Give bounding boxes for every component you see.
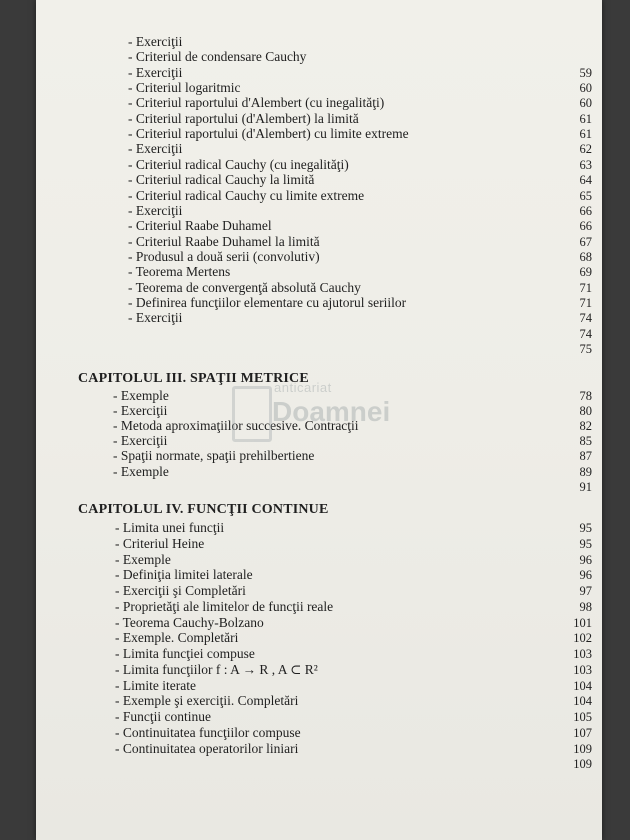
toc-entry-page-number: 95 bbox=[579, 521, 592, 535]
toc-entry-page-number: 97 bbox=[579, 584, 592, 598]
toc-entry bbox=[36, 249, 602, 265]
toc-entry bbox=[36, 157, 602, 173]
toc-entry-title: - Teorema Mertens bbox=[128, 264, 231, 280]
toc-entry-page-number: 66 bbox=[579, 203, 592, 218]
toc-entry bbox=[36, 403, 602, 419]
toc-entry-page-number: 82 bbox=[579, 419, 592, 434]
toc-entry bbox=[36, 448, 602, 464]
toc-entry-title: - Exerciţii bbox=[128, 310, 183, 326]
toc-entry-title: - Teorema de convergenţă absolută Cauchy bbox=[128, 279, 361, 295]
toc-entry bbox=[36, 188, 602, 204]
toc-entry-title: - Exemple. Completări bbox=[115, 630, 239, 646]
toc-entry bbox=[36, 126, 602, 142]
toc-entry bbox=[36, 264, 602, 280]
toc-entry-title: - Limita unei funcţii bbox=[115, 520, 225, 535]
toc-entry-title: - Criteriul radical Cauchy cu limite extreme bbox=[128, 187, 365, 203]
toc-entry bbox=[36, 34, 602, 50]
toc-entry-title: - Continuitatea funcţiilor compuse bbox=[115, 724, 301, 740]
toc-entry-title: - Definiţia limitei laterale bbox=[115, 567, 253, 583]
toc-entry-title: - Exemple şi exerciţii. Completări bbox=[115, 693, 299, 709]
toc-entry bbox=[36, 326, 602, 342]
toc-entry bbox=[36, 310, 602, 326]
toc-entry-title: - Metoda aproximaţiilor succesive. Contracţii bbox=[113, 418, 359, 434]
toc-entry bbox=[36, 203, 602, 219]
toc-entry-page-number: 109 bbox=[573, 741, 592, 756]
toc-entry-title: - Criteriul radical Cauchy la limită bbox=[128, 172, 315, 188]
toc-entry-title: - Exerciţii bbox=[128, 141, 183, 157]
toc-entry-page-number: 98 bbox=[579, 599, 592, 614]
chapter-heading-text: CAPITOLUL III. SPAŢII METRICE bbox=[78, 371, 309, 386]
toc-entry-title: - Exerciţii bbox=[113, 433, 168, 449]
toc-entry-title: - Criteriul raportului (d'Alembert) la limită bbox=[128, 110, 359, 126]
toc-entry-page-number: 101 bbox=[573, 615, 592, 630]
toc-entry-title: - Exerciţii şi Completări bbox=[115, 583, 246, 598]
toc-entry bbox=[36, 615, 602, 631]
toc-entry bbox=[36, 295, 602, 311]
toc-entry bbox=[36, 49, 602, 65]
toc-entry-title: - Limita funcţiilor f : A → R , A ⊂ R² bbox=[115, 661, 318, 677]
toc-entry-page-number: 102 bbox=[573, 631, 592, 646]
toc-entry-page-number: 89 bbox=[579, 464, 592, 479]
toc-entry-title: - Criteriul logaritmic bbox=[128, 80, 241, 96]
toc-entry-title: - Proprietăţi ale limitelor de funcţii reale bbox=[115, 598, 334, 614]
toc-entry-title: - Exerciţii bbox=[128, 202, 183, 218]
toc-entry bbox=[36, 341, 602, 357]
toc-entry bbox=[36, 418, 602, 434]
toc-entry bbox=[36, 693, 602, 709]
toc-entry-page-number: 103 bbox=[573, 647, 592, 661]
toc-entry-title: - Criteriul raportului d'Alembert (cu inegalităţi) bbox=[128, 95, 385, 111]
toc-entry-page-number: 109 bbox=[573, 757, 592, 772]
toc-entry bbox=[36, 552, 602, 568]
toc-entry bbox=[36, 567, 602, 583]
toc-entry-page-number: 80 bbox=[579, 404, 592, 419]
toc-entry bbox=[36, 599, 602, 615]
toc-entry-title: - Produsul a două serii (convolutiv) bbox=[128, 248, 320, 264]
toc-entry bbox=[36, 388, 602, 404]
toc-entry-page-number: 71 bbox=[579, 295, 592, 310]
toc-entry bbox=[36, 280, 602, 296]
chapter-heading-text: CAPITOLUL IV. FUNCŢII CONTINUE bbox=[78, 502, 329, 517]
toc-entry-page-number: 104 bbox=[573, 694, 592, 709]
toc-entry-title: - Exemple bbox=[113, 388, 169, 403]
toc-entry-title: - Criteriul radical Cauchy (cu inegalităţi) bbox=[128, 156, 349, 172]
toc-entry-title: - Criteriul Raabe Duhamel la limită bbox=[128, 233, 320, 249]
toc-entry-page-number: 105 bbox=[573, 710, 592, 724]
toc-entry-title: - Criteriul raportului (d'Alembert) cu limite extreme bbox=[128, 126, 409, 142]
toc-entry-page-number: 63 bbox=[579, 157, 592, 172]
toc-entry-page-number: 96 bbox=[579, 568, 592, 583]
toc-entry-page-number: 66 bbox=[579, 219, 592, 234]
toc-entry bbox=[36, 433, 602, 449]
toc-entry-page-number: 96 bbox=[579, 552, 592, 567]
toc-entry bbox=[36, 583, 602, 599]
chapter-heading bbox=[36, 502, 602, 518]
toc-entry bbox=[36, 80, 602, 96]
toc-entry-page-number: 62 bbox=[579, 142, 592, 157]
toc-entry-page-number: 60 bbox=[579, 96, 592, 111]
toc-entry bbox=[36, 709, 602, 725]
toc-entry-page-number: 60 bbox=[579, 81, 592, 96]
toc-entry bbox=[36, 741, 602, 757]
watermark-small-text: anticariat bbox=[274, 380, 332, 395]
book-page bbox=[36, 0, 602, 840]
toc-entry-page-number: 67 bbox=[579, 234, 592, 249]
toc-entry-page-number: 87 bbox=[579, 449, 592, 464]
toc-entry bbox=[36, 234, 602, 250]
toc-entry-page-number: 61 bbox=[579, 127, 592, 142]
toc-entry-page-number: 85 bbox=[579, 434, 592, 449]
toc-entry bbox=[36, 479, 602, 495]
toc-entry bbox=[36, 172, 602, 188]
toc-entry bbox=[36, 141, 602, 157]
toc-entry-title: - Definirea funcţiilor elementare cu ajutorul seriilor bbox=[128, 294, 407, 310]
toc-entry-page-number: 78 bbox=[579, 389, 592, 403]
toc-entry bbox=[36, 725, 602, 741]
toc-entry bbox=[36, 95, 602, 111]
toc-entry-title: - Limita funcţiei compuse bbox=[115, 646, 255, 661]
toc-entry-title: - Exemple bbox=[115, 551, 171, 567]
toc-entry-title: - Criteriul Raabe Duhamel bbox=[128, 218, 272, 234]
toc-entry-title: - Exerciţii bbox=[128, 34, 183, 49]
toc-entry bbox=[36, 678, 602, 694]
toc-entry-page-number: 65 bbox=[579, 188, 592, 203]
toc-entry-page-number: 68 bbox=[579, 249, 592, 264]
toc-entry-page-number: 69 bbox=[579, 265, 592, 280]
toc-entry-page-number: 61 bbox=[579, 111, 592, 126]
chapter-heading bbox=[36, 371, 602, 387]
toc-entry-page-number: 107 bbox=[573, 725, 592, 740]
toc-entry bbox=[36, 756, 602, 772]
toc-entry bbox=[36, 218, 602, 234]
toc-entry-title: - Teorema Cauchy-Bolzano bbox=[115, 614, 264, 630]
toc-entry bbox=[36, 630, 602, 646]
toc-entry-title: - Exerciţii bbox=[128, 64, 183, 80]
toc-entry-title: - Exemple bbox=[113, 463, 169, 479]
toc-entry-page-number: 74 bbox=[579, 326, 592, 341]
toc-entry bbox=[36, 65, 602, 81]
toc-entry-title: - Spaţii normate, spaţii prehilbertiene bbox=[113, 448, 315, 464]
toc-entry-page-number: 64 bbox=[579, 173, 592, 188]
toc-entry-title: - Criteriul de condensare Cauchy bbox=[128, 49, 307, 65]
toc-entry-page-number: 104 bbox=[573, 678, 592, 693]
toc-entry-page-number: 71 bbox=[579, 280, 592, 295]
toc-entry-title: - Criteriul Heine bbox=[115, 535, 205, 551]
toc-entry-title: - Funcţii continue bbox=[115, 709, 211, 724]
toc-entry-page-number: 74 bbox=[579, 311, 592, 326]
toc-entry-page-number: 91 bbox=[579, 479, 592, 494]
toc-entry-title: - Exerciţii bbox=[113, 403, 168, 419]
toc-entry-title: - Limite iterate bbox=[115, 677, 196, 693]
toc-entry-page-number: 103 bbox=[573, 662, 592, 677]
toc-entry-page-number: 95 bbox=[579, 536, 592, 551]
toc-entry-title: - Continuitatea operatorilor liniari bbox=[115, 740, 299, 756]
toc-entry bbox=[36, 464, 602, 480]
toc-entry-page-number: 59 bbox=[579, 65, 592, 80]
toc-entry bbox=[36, 520, 602, 536]
toc-entry bbox=[36, 111, 602, 127]
watermark-big-text: Doamnei bbox=[272, 396, 391, 427]
toc-entry-page-number: 75 bbox=[579, 342, 592, 356]
toc-entry bbox=[36, 536, 602, 552]
toc-entry bbox=[36, 646, 602, 662]
toc-entry bbox=[36, 662, 602, 678]
